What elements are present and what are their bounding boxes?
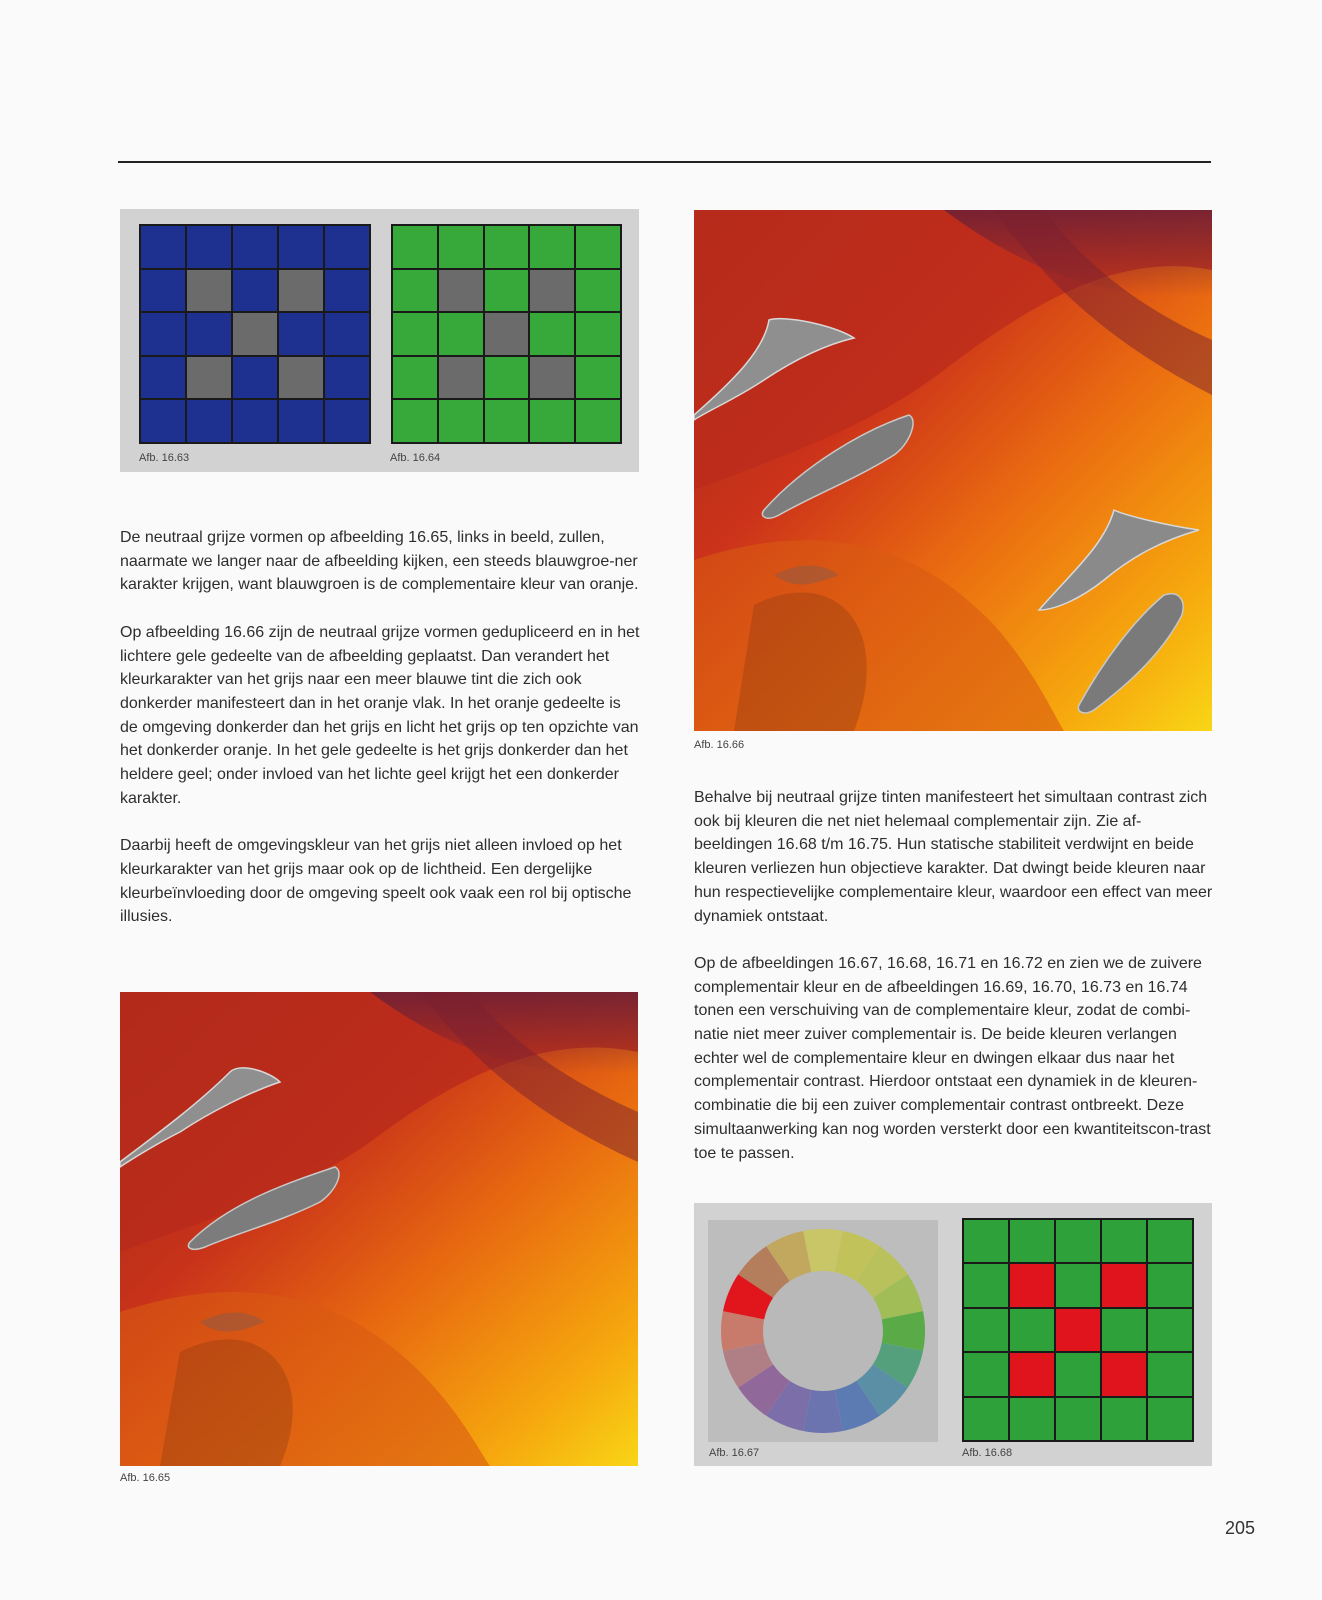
grid-base-cell: [575, 399, 621, 443]
right-column-text: [694, 786, 1214, 1189]
grid-accent-cell: [1101, 1352, 1147, 1396]
grid-base-cell: [324, 399, 370, 443]
grid-base-cell: [140, 269, 186, 313]
color-wheel: [708, 1220, 938, 1442]
grid-base-cell: [1147, 1352, 1193, 1396]
grid-base-cell: [232, 225, 278, 269]
grid-base-cell: [1055, 1219, 1101, 1263]
caption-fig-63: Afb. 16.63: [139, 452, 190, 464]
grid-base-cell: [232, 399, 278, 443]
grid-base-cell: [278, 399, 324, 443]
grid-base-cell: [1101, 1308, 1147, 1352]
grid-accent-cell: [1009, 1352, 1055, 1396]
left-paragraph-3: Daarbij heeft de omgevingskleur van het grijs niet alleen invloed op het kleurkarakter van het grijs maar ook op de lichtheid. Een dergelijke kleurbeïnvloeding door de omgeving speelt ook vaak een rol bij optische illusies.: [120, 837, 632, 926]
grid-base-cell: [529, 312, 575, 356]
grid-accent-cell: [438, 269, 484, 313]
grid-accent-cell: [278, 269, 324, 313]
top-rule: [118, 161, 1211, 163]
grid-base-cell: [278, 312, 324, 356]
abstract-image-65: [120, 992, 638, 1466]
left-column-text: [120, 526, 640, 953]
grid-base-cell: [575, 225, 621, 269]
right-paragraph-1: Behalve bij neutraal grijze tinten manifesteert het simultaan contrast zich ook bij kleuren die net niet helemaal complementair zijn. Zie af-beeldingen 16.68 t/m 16.75. Hun statische stabiliteit verdwijnt en beide kleuren verliezen hun objectieve karakter. Dat dwingt beide kleuren naar hun respectievelijke complementaire kleur, waardoor een effect van meer dynamiek ontstaat.: [694, 789, 1213, 925]
grid-base-cell: [392, 312, 438, 356]
grid-base-cell: [324, 356, 370, 400]
grid-accent-cell: [438, 356, 484, 400]
grid-base-cell: [1147, 1397, 1193, 1441]
grid-base-cell: [392, 225, 438, 269]
figure-panel-63-64: [120, 209, 639, 472]
grid-base-cell: [484, 269, 530, 313]
grid-accent-cell: [186, 356, 232, 400]
grid-base-cell: [186, 399, 232, 443]
left-paragraph-1: De neutraal grijze vormen op afbeelding 16.65, links in beeld, zullen, naarmate we langer naar de afbeelding kijken, een steeds blauwgroe-ner karakter krijgen, want blauwgroen is de complementaire kleur van oranje.: [120, 529, 639, 594]
grid-accent-cell: [278, 356, 324, 400]
grid-base-cell: [1101, 1397, 1147, 1441]
grid-base-cell: [438, 312, 484, 356]
grid-base-cell: [278, 225, 324, 269]
grid-base-cell: [484, 356, 530, 400]
caption-fig-64: Afb. 16.64: [390, 452, 441, 464]
grid-base-cell: [140, 225, 186, 269]
grid-base-cell: [575, 269, 621, 313]
grid-base-cell: [575, 312, 621, 356]
grid-base-cell: [963, 1308, 1009, 1352]
right-paragraph-2: Op de afbeeldingen 16.67, 16.68, 16.71 en 16.72 en zien we de zuivere complementair kleur en de afbeeldingen 16.69, 16.70, 16.73 en 16.74 tonen een verschuiving van de complementaire kleur, zodat de combi-natie niet meer zuiver complementair is. De beide kleuren verlangen echter wel de complementaire kleur en dwingen elkaar dus naar het complementair contrast. Hierdoor ontstaat een dynamiek in de kleuren-combinatie die bij een zuiver complementair contrast ontbreekt. Deze simultaanwerking kan nog worden versterkt door een kwantiteitscon-trast toe te passen.: [694, 954, 1211, 1162]
grid-base-cell: [140, 399, 186, 443]
grid-base-cell: [232, 356, 278, 400]
grid-base-cell: [1147, 1308, 1193, 1352]
grid-accent-cell: [529, 356, 575, 400]
grid-base-cell: [140, 356, 186, 400]
grid-base-cell: [140, 312, 186, 356]
grid-base-cell: [392, 269, 438, 313]
green-grey-grid: [391, 224, 622, 444]
grid-base-cell: [1009, 1397, 1055, 1441]
grid-accent-cell: [232, 312, 278, 356]
grid-base-cell: [392, 399, 438, 443]
grid-base-cell: [392, 356, 438, 400]
grid-base-cell: [529, 399, 575, 443]
grid-base-cell: [1101, 1219, 1147, 1263]
abstract-image-66: [694, 210, 1212, 731]
grid-base-cell: [186, 225, 232, 269]
caption-fig-67: Afb. 16.67: [709, 1447, 760, 1459]
blue-grey-grid: [139, 224, 371, 444]
grid-accent-cell: [484, 312, 530, 356]
grid-base-cell: [484, 225, 530, 269]
grid-base-cell: [1009, 1219, 1055, 1263]
grid-base-cell: [1055, 1352, 1101, 1396]
grid-base-cell: [963, 1352, 1009, 1396]
grid-base-cell: [1009, 1308, 1055, 1352]
grid-base-cell: [575, 356, 621, 400]
grid-base-cell: [438, 225, 484, 269]
grid-accent-cell: [529, 269, 575, 313]
grid-base-cell: [186, 312, 232, 356]
grid-base-cell: [1147, 1263, 1193, 1307]
figure-panel-67-68: [694, 1203, 1212, 1466]
grid-base-cell: [963, 1397, 1009, 1441]
grid-base-cell: [324, 225, 370, 269]
grid-base-cell: [324, 312, 370, 356]
left-paragraph-2: Op afbeelding 16.66 zijn de neutraal grijze vormen gedupliceerd en in het lichtere gele gedeelte van de afbeelding geplaatst. Dan verandert het kleurkarakter van het grijs naar een meer blauwe tint die zich ook donkerder manifesteert dan in het oranje vlak. In het oranje gedeelte is de omgeving donkerder dan het grijs en licht het grijs op ten opzichte van het donkerder oranje. In het gele gedeelte is het grijs donkerder dan het heldere geel; onder invloed van het lichte geel krijgt het een donkerder karakter.: [120, 623, 640, 807]
grid-base-cell: [529, 225, 575, 269]
grid-base-cell: [963, 1263, 1009, 1307]
grid-base-cell: [324, 269, 370, 313]
grid-base-cell: [232, 269, 278, 313]
grid-accent-cell: [1101, 1263, 1147, 1307]
grid-base-cell: [963, 1219, 1009, 1263]
grid-accent-cell: [186, 269, 232, 313]
page-number: 205: [1224, 1518, 1255, 1538]
grid-base-cell: [1055, 1263, 1101, 1307]
grid-base-cell: [438, 399, 484, 443]
grid-accent-cell: [1009, 1263, 1055, 1307]
grid-base-cell: [1055, 1397, 1101, 1441]
grid-base-cell: [484, 399, 530, 443]
caption-fig-65: Afb. 16.65: [120, 1472, 171, 1484]
green-red-grid: [962, 1218, 1194, 1442]
caption-fig-66: Afb. 16.66: [694, 739, 745, 751]
grid-base-cell: [1147, 1219, 1193, 1263]
caption-fig-68: Afb. 16.68: [962, 1447, 1013, 1459]
grid-accent-cell: [1055, 1308, 1101, 1352]
